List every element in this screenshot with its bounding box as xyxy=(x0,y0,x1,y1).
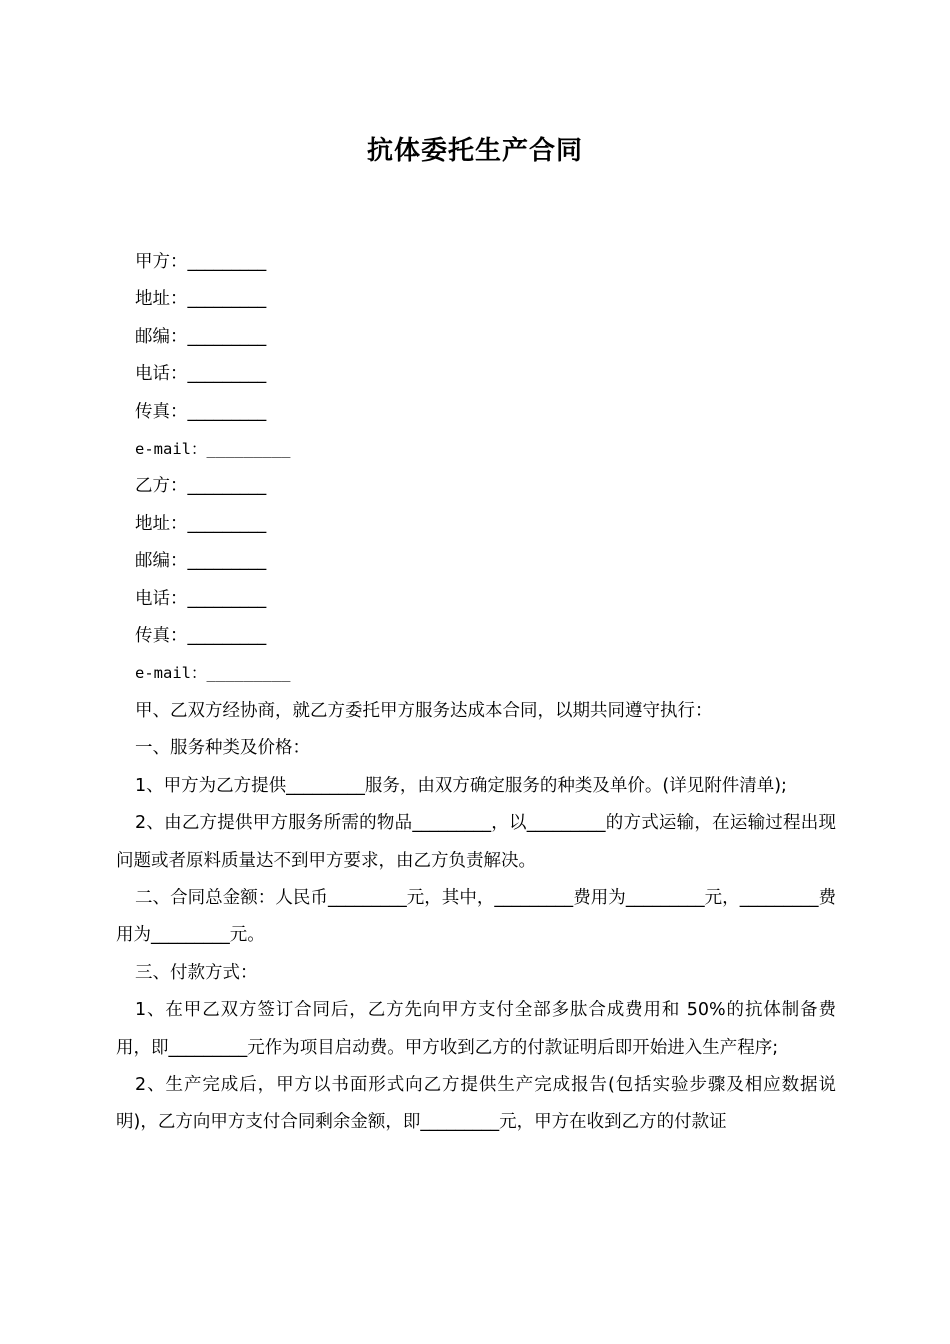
party-a-name: 甲方：_________ xyxy=(135,252,267,272)
section2-paragraph: 二、合同总金额：人民币_________元，其中，_________费用为_________元，_________费用为_________元。 xyxy=(116,887,836,946)
document-body xyxy=(116,244,836,1142)
section3-heading: 三、付款方式： xyxy=(135,962,258,983)
party-b-fax: 传真：_________ xyxy=(135,626,267,647)
section1-item2: 2、由乙方提供甲方服务所需的物品_________，以_________的方式运输，在运输过程出现问题或者原料质量达不到甲方要求，由乙方负责解决。 xyxy=(116,813,836,871)
party-a-email: e-mail：_________ xyxy=(135,440,291,459)
party-a-phone: 电话：_________ xyxy=(135,364,267,385)
party-b-postcode: 邮编：_________ xyxy=(135,551,267,572)
party-b-name: 乙方：_________ xyxy=(135,476,267,497)
party-b-address: 地址：_________ xyxy=(135,513,267,534)
section3-item1: 1、在甲乙双方签订合同后，乙方先向甲方支付全部多肽合成费用和 50%的抗体制备费用，即_________元作为项目启动费。甲方收到乙方的付款证明后即开始进入生产程序; xyxy=(116,1000,836,1058)
party-b-phone: 电话：_________ xyxy=(135,588,267,609)
section1-item1: 1、甲方为乙方提供_________服务，由双方确定服务的种类及单价。(详见附件清单); xyxy=(135,775,787,796)
party-a-postcode: 邮编：_________ xyxy=(135,326,267,347)
document-title: 抗体委托生产合同 xyxy=(366,136,583,166)
party-a-fax: 传真：_________ xyxy=(135,401,267,422)
section1-heading: 一、服务种类及价格： xyxy=(135,738,310,759)
intro-paragraph: 甲、乙双方经协商，就乙方委托甲方服务达成本合同，以期共同遵守执行： xyxy=(135,700,713,721)
section3-item2: 2、生产完成后，甲方以书面形式向乙方提供生产完成报告(包括实验步骤及相应数据说明)，乙方向甲方支付合同剩余金额，即_________元，甲方在收到乙方的付款证 xyxy=(116,1074,836,1133)
party-b-email: e-mail：_________ xyxy=(135,664,291,683)
party-a-address: 地址：_________ xyxy=(135,289,267,310)
